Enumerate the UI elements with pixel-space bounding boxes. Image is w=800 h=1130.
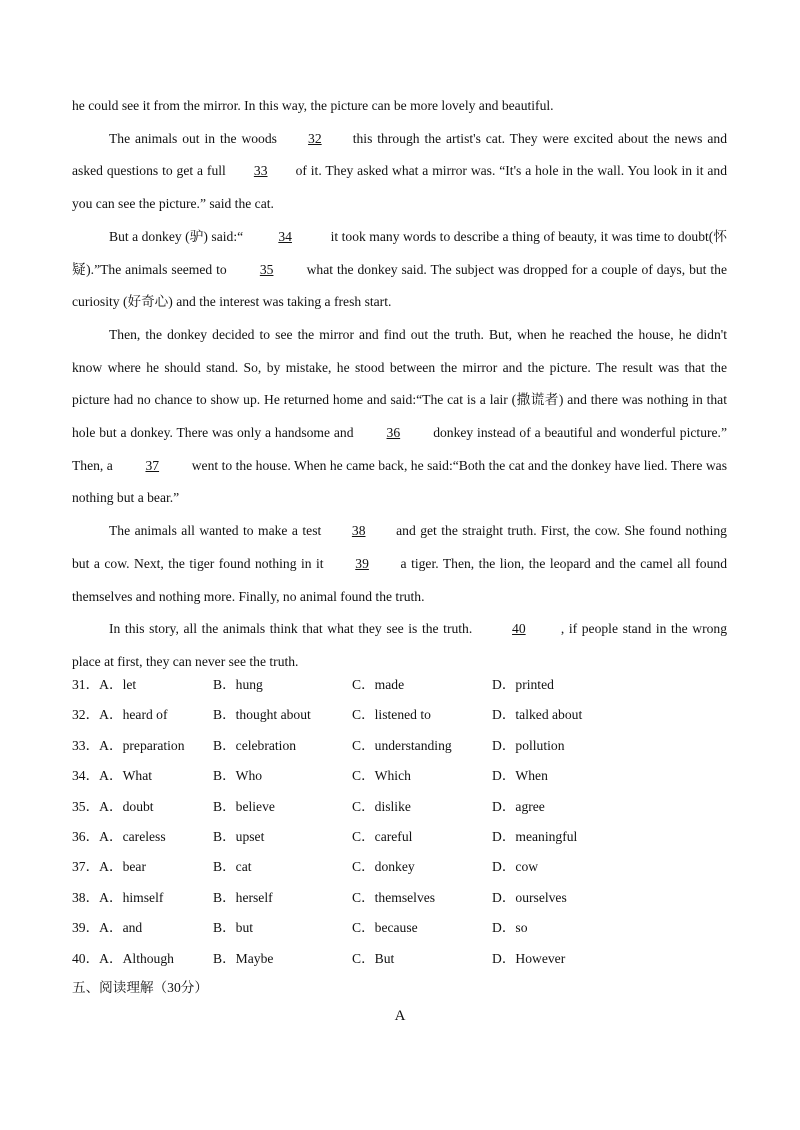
option-a: 32．A．heard of [72, 707, 168, 723]
blank-39: 39 [355, 555, 369, 571]
option-a: 36．A．careless [72, 828, 166, 844]
option-row [72, 939, 732, 969]
option-b: B．herself [213, 889, 273, 905]
option-c: C．But [352, 950, 395, 966]
option-a: 33．A．preparation [72, 737, 185, 753]
option-a: 40．A．Although [72, 950, 174, 966]
option-row [72, 695, 732, 725]
option-c: C．because [352, 920, 418, 936]
blank-33: 33 [253, 163, 268, 179]
passage-line-0: he could see it from the mirror. In this way, the picture can be more lovely and beautiful. [72, 98, 554, 113]
passage-text: he could see it from the mirror. In this way, the picture can be more lovely and beautiful. The animals out in the woods 32 this through the artist's cat. They were excited about the news and asked questions to get a full 33 of it. They asked what a mirror was. “It's a hole in the wall. You look in it and you can see the picture.” said the cat. But a donkey (驴) said:“ 34 it took many words to describe a thing of beauty, it was time to doubt(怀疑).”The animals seemed to 35 what the donkey said. The subject was dropped for a couple of days, but the curiosity (好奇心) and the interest was taking a fresh start. Then, the donkey decided to see the mirror and find out the truth. But, when he reached the house, he didn't know where he should stand. So, by mistake, he stood between the mirror and the picture. The result was that the picture had no chance to show up. He returned home and said:“The cat is a lair (撒谎者) and there was nothing in that hole but a donkey. There was only a handsome and 36 donkey instead of a beautiful and wonderful picture.” Then, a 37 went to the house. When he came back, he said:“Both the cat and the donkey have lied. There was nothing but a bear.” The animals all wanted to make a test 38 and get the straight truth. First, the cow. She found nothing but a cow. Next, the tiger found nothing in it 39 a tiger. Then, the lion, the leopard and the camel all found themselves and nothing more. Finally, no animal found the truth. In this story, all the animals think that what they see is the truth. 40 , if people stand in the wrong place at first, they can never see the truth. [72, 98, 728, 669]
option-a: 35．A．doubt [72, 798, 154, 814]
option-d: D．ourselves [492, 889, 567, 905]
option-b: B．but [213, 920, 254, 936]
option-c: C．careful [352, 828, 413, 844]
option-d: D．When [492, 768, 548, 784]
option-b: B．believe [213, 798, 275, 814]
option-c: C．made [352, 677, 405, 692]
option-a: 31．A．let [72, 677, 137, 692]
option-d: D．talked about [492, 707, 583, 723]
option-row [72, 665, 732, 695]
blank-36: 36 [386, 425, 401, 441]
option-b: B．thought about [213, 707, 311, 723]
blank-32: 32 [308, 130, 322, 146]
option-a: 37．A．bear [72, 859, 146, 875]
option-a: 38．A．himself [72, 889, 164, 905]
option-row [72, 787, 732, 817]
option-d: D．so [492, 920, 528, 936]
option-row [72, 756, 732, 786]
passage-label: A [394, 1008, 406, 1024]
option-b: B．celebration [213, 737, 297, 753]
option-row [72, 847, 732, 877]
option-row [72, 908, 732, 938]
option-a: 39．A．and [72, 920, 143, 936]
option-a: 34．A．What [72, 768, 153, 784]
option-c: C．listened to [352, 707, 431, 723]
option-c: C．donkey [352, 859, 415, 875]
option-b: B．upset [213, 828, 265, 844]
option-b: B．cat [213, 859, 252, 875]
option-c: C．understanding [352, 737, 452, 753]
option-c: C．dislike [352, 798, 411, 814]
section-heading: 五、阅读理解（30分） [72, 980, 208, 995]
option-d: D．pollution [492, 737, 565, 753]
option-row [72, 726, 732, 756]
option-d: D．printed [492, 677, 554, 692]
option-b: B．Maybe [213, 950, 274, 966]
option-d: D．However [492, 950, 566, 966]
blank-35: 35 [259, 261, 274, 277]
option-row [72, 817, 732, 847]
option-row [72, 878, 732, 908]
options-list [72, 665, 732, 969]
option-d: D．agree [492, 798, 545, 814]
option-c: C．Which [352, 768, 411, 784]
option-c: C．themselves [352, 889, 436, 905]
option-b: B．Who [213, 768, 263, 784]
blank-34: 34 [278, 228, 292, 244]
option-b: B．hung [213, 677, 263, 692]
blank-37: 37 [145, 457, 160, 473]
blank-40: 40 [512, 621, 526, 637]
option-d: D．meaningful [492, 828, 578, 844]
blank-38: 38 [351, 523, 366, 539]
option-d: D．cow [492, 859, 539, 875]
